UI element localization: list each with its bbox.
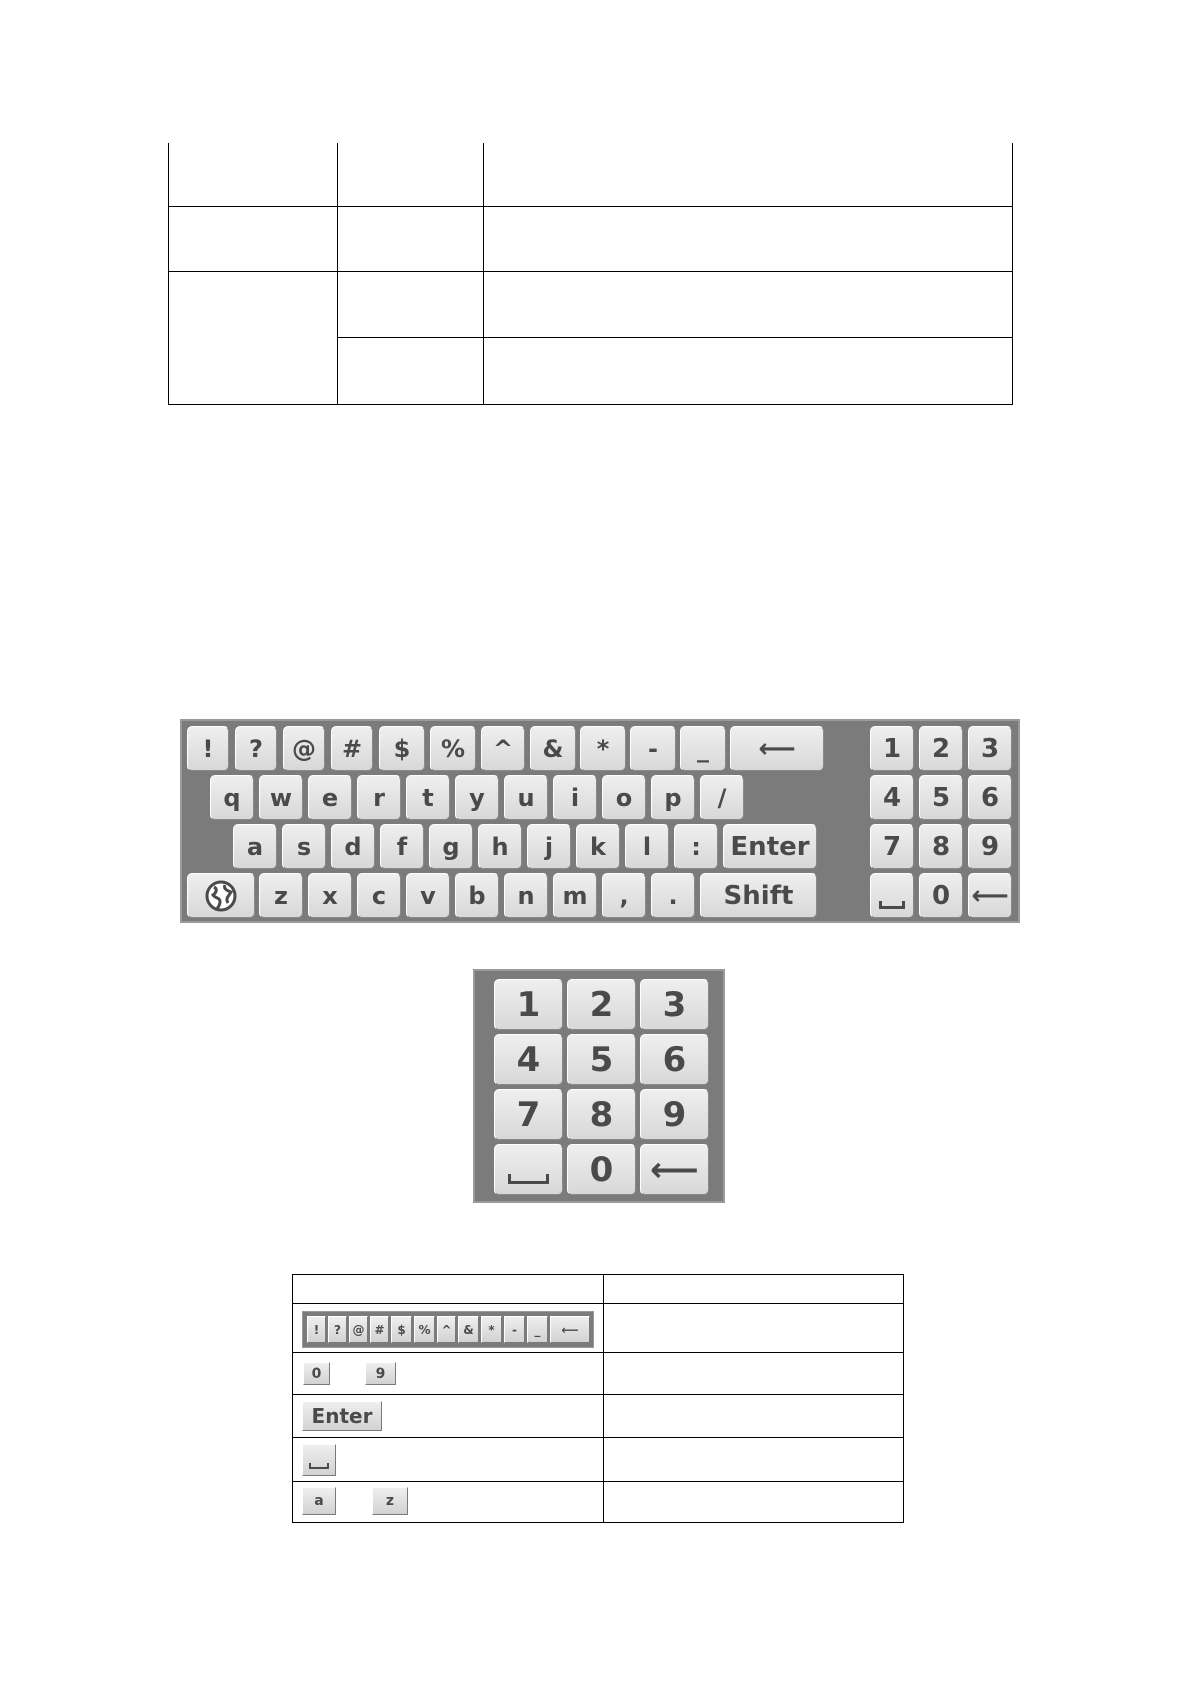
mini-key xyxy=(437,1316,456,1343)
key-r[interactable] xyxy=(357,775,401,820)
space-icon xyxy=(309,1463,328,1469)
table-border xyxy=(337,337,1013,338)
key-space[interactable] xyxy=(870,873,914,918)
table-border xyxy=(337,143,338,405)
key-shift[interactable] xyxy=(700,873,817,918)
key-label: d xyxy=(344,832,362,861)
key-num-6[interactable] xyxy=(968,775,1012,820)
mini-key xyxy=(328,1316,347,1343)
key-f[interactable] xyxy=(380,824,424,869)
key-label: 4 xyxy=(516,1039,541,1080)
key-label: 3 xyxy=(662,984,687,1025)
key-label: ^ xyxy=(441,1322,452,1337)
key-label: t xyxy=(422,783,434,812)
key-label: # xyxy=(341,734,363,763)
table-border xyxy=(292,1274,904,1275)
key-label: a xyxy=(246,832,264,861)
key-i[interactable] xyxy=(553,775,597,820)
key-exclamation[interactable] xyxy=(187,726,229,771)
key-label: k xyxy=(590,832,606,861)
table-border xyxy=(168,206,1013,207)
key-b[interactable] xyxy=(455,873,499,918)
numpad-key-2[interactable] xyxy=(567,979,636,1030)
mini-key xyxy=(307,1316,326,1343)
key-caret[interactable] xyxy=(481,726,525,771)
mini-key xyxy=(349,1316,368,1343)
key-label: 0 xyxy=(311,1365,322,1382)
key-label: n xyxy=(517,881,535,910)
symbol-keys-strip xyxy=(302,1311,594,1348)
space-icon xyxy=(879,901,904,909)
mini-key xyxy=(550,1316,590,1343)
key-label: j xyxy=(544,832,554,861)
key-label: / xyxy=(717,783,727,812)
key-label: 8 xyxy=(931,831,951,862)
table-border xyxy=(292,1352,904,1353)
letter-key-last xyxy=(372,1487,408,1515)
key-t[interactable] xyxy=(406,775,450,820)
key-label: g xyxy=(442,832,460,861)
key-label: x xyxy=(322,881,338,910)
key-legend-table xyxy=(292,1274,904,1523)
key-enter[interactable] xyxy=(723,824,817,869)
key-label: 6 xyxy=(662,1039,687,1080)
key-hash[interactable] xyxy=(331,726,373,771)
numpad-key-6[interactable] xyxy=(640,1034,709,1085)
key-w[interactable] xyxy=(259,775,303,820)
key-label: p xyxy=(664,783,682,812)
key-label: m xyxy=(562,881,588,910)
key-label: y xyxy=(469,783,485,812)
key-label: & xyxy=(542,734,564,763)
key-k[interactable] xyxy=(576,824,620,869)
backspace-arrow-icon: ⟵ xyxy=(758,733,796,764)
key-label: * xyxy=(596,734,610,763)
key-label: ! xyxy=(313,1322,320,1337)
key-label: . xyxy=(668,881,678,910)
key-label: % xyxy=(440,734,466,763)
key-num-7[interactable] xyxy=(870,824,914,869)
key-label: v xyxy=(420,881,436,910)
table-border xyxy=(292,1522,904,1523)
key-colon[interactable] xyxy=(674,824,718,869)
key-label: 1 xyxy=(516,984,541,1025)
key-label: @ xyxy=(352,1322,365,1337)
key-label: h xyxy=(491,832,509,861)
key-num-2[interactable] xyxy=(919,726,963,771)
numpad-key-5[interactable] xyxy=(567,1034,636,1085)
key-p[interactable] xyxy=(651,775,695,820)
key-label: 9 xyxy=(375,1365,386,1382)
table-border xyxy=(1012,143,1013,405)
key-label: $ xyxy=(393,734,411,763)
key-label: _ xyxy=(534,1322,541,1337)
key-label: f xyxy=(396,832,408,861)
key-label: w xyxy=(269,783,293,812)
key-language[interactable] xyxy=(187,873,255,918)
key-e[interactable] xyxy=(308,775,352,820)
key-label: 1 xyxy=(882,733,902,764)
key-label: # xyxy=(374,1322,385,1337)
key-label: 6 xyxy=(980,782,1000,813)
key-label: , xyxy=(619,881,629,910)
key-label: 4 xyxy=(882,782,902,813)
virtual-keyboard xyxy=(180,719,1020,923)
key-label: b xyxy=(468,881,486,910)
key-s[interactable] xyxy=(282,824,326,869)
key-z[interactable] xyxy=(259,873,303,918)
key-num-9[interactable] xyxy=(968,824,1012,869)
backspace-arrow-icon: ⟵ xyxy=(650,1149,699,1190)
table-border xyxy=(903,1274,904,1523)
key-label: 2 xyxy=(931,733,951,764)
key-label: _ xyxy=(697,734,709,763)
table-border xyxy=(603,1274,604,1523)
key-num-3[interactable] xyxy=(968,726,1012,771)
key-period[interactable] xyxy=(651,873,695,918)
space-key-sample xyxy=(302,1444,336,1476)
key-label: e xyxy=(321,783,339,812)
key-comma[interactable] xyxy=(602,873,646,918)
key-q[interactable] xyxy=(210,775,254,820)
key-c[interactable] xyxy=(357,873,401,918)
key-num-1[interactable] xyxy=(870,726,914,771)
numpad-key-space[interactable] xyxy=(494,1144,563,1195)
key-label: 5 xyxy=(931,782,951,813)
key-d[interactable] xyxy=(331,824,375,869)
key-g[interactable] xyxy=(429,824,473,869)
key-m[interactable] xyxy=(553,873,597,918)
key-label: s xyxy=(296,832,312,861)
key-percent[interactable] xyxy=(430,726,476,771)
table-border xyxy=(292,1394,904,1395)
key-v[interactable] xyxy=(406,873,450,918)
key-label: - xyxy=(648,734,658,763)
digit-key-last xyxy=(365,1362,396,1385)
key-label: Enter xyxy=(730,831,810,862)
mini-key xyxy=(481,1316,502,1343)
table-border xyxy=(168,143,169,405)
key-label: r xyxy=(373,783,385,812)
key-label: : xyxy=(691,832,701,861)
key-label: % xyxy=(418,1322,431,1337)
table-border xyxy=(292,1274,293,1523)
key-ampersand[interactable] xyxy=(530,726,576,771)
key-at[interactable] xyxy=(283,726,325,771)
key-label: 7 xyxy=(516,1094,541,1135)
key-label: ! xyxy=(202,734,214,763)
key-label: z xyxy=(385,1493,395,1509)
key-label: - xyxy=(512,1322,517,1337)
key-label: ? xyxy=(334,1322,341,1337)
key-j[interactable] xyxy=(527,824,571,869)
key-label: z xyxy=(274,881,288,910)
numpad-key-7[interactable] xyxy=(494,1089,563,1140)
mini-key xyxy=(527,1316,548,1343)
key-u[interactable] xyxy=(504,775,548,820)
mini-key xyxy=(370,1316,389,1343)
key-minus[interactable] xyxy=(630,726,676,771)
key-asterisk[interactable] xyxy=(580,726,626,771)
key-label: Enter xyxy=(311,1404,373,1428)
numpad-key-0[interactable] xyxy=(567,1144,636,1195)
mini-key xyxy=(391,1316,412,1343)
table-border xyxy=(168,404,1013,405)
key-l[interactable] xyxy=(625,824,669,869)
key-label: 7 xyxy=(882,831,902,862)
key-label: ? xyxy=(249,734,263,763)
numpad-key-9[interactable] xyxy=(640,1089,709,1140)
key-label: 0 xyxy=(931,880,951,911)
key-num-8[interactable] xyxy=(919,824,963,869)
key-label: q xyxy=(223,783,241,812)
key-question[interactable] xyxy=(235,726,277,771)
table-border xyxy=(483,143,484,405)
table-border xyxy=(292,1303,904,1304)
key-h[interactable] xyxy=(478,824,522,869)
numpad-key-8[interactable] xyxy=(567,1089,636,1140)
key-label: 0 xyxy=(589,1149,614,1190)
key-dollar[interactable] xyxy=(379,726,425,771)
key-label: 8 xyxy=(589,1094,614,1135)
mini-key xyxy=(414,1316,435,1343)
table-border xyxy=(168,271,1013,272)
key-num-backspace[interactable] xyxy=(968,873,1012,918)
key-backspace[interactable] xyxy=(730,726,824,771)
digit-key-first xyxy=(303,1362,330,1385)
key-a[interactable] xyxy=(233,824,277,869)
table-border xyxy=(292,1437,904,1438)
space-icon xyxy=(508,1174,548,1184)
key-label: @ xyxy=(292,734,316,763)
key-label: 3 xyxy=(980,733,1000,764)
key-label: $ xyxy=(397,1322,406,1337)
key-label: 2 xyxy=(589,984,614,1025)
numpad-key-4[interactable] xyxy=(494,1034,563,1085)
top-table xyxy=(168,143,1013,405)
key-label: & xyxy=(463,1322,474,1337)
key-label: 5 xyxy=(589,1039,614,1080)
numpad-key-1[interactable] xyxy=(494,979,563,1030)
mini-key xyxy=(504,1316,525,1343)
key-y[interactable] xyxy=(455,775,499,820)
key-n[interactable] xyxy=(504,873,548,918)
numeric-keypad xyxy=(473,969,725,1203)
key-label: Shift xyxy=(723,880,794,911)
key-label: a xyxy=(314,1493,324,1509)
key-x[interactable] xyxy=(308,873,352,918)
key-num-4[interactable] xyxy=(870,775,914,820)
numpad-key-3[interactable] xyxy=(640,979,709,1030)
key-label: o xyxy=(615,783,633,812)
globe-icon xyxy=(204,879,238,913)
numpad-key-backspace[interactable] xyxy=(640,1144,709,1195)
enter-key-sample xyxy=(302,1401,382,1431)
key-label: 9 xyxy=(980,831,1000,862)
key-label: * xyxy=(488,1322,495,1337)
key-label: u xyxy=(517,783,535,812)
letter-key-first xyxy=(302,1487,336,1515)
key-label: i xyxy=(570,783,580,812)
key-label: ⟵ xyxy=(561,1322,579,1337)
backspace-arrow-icon: ⟵ xyxy=(971,880,1009,911)
key-o[interactable] xyxy=(602,775,646,820)
key-label: l xyxy=(642,832,652,861)
key-label: 9 xyxy=(662,1094,687,1135)
key-label: c xyxy=(371,881,387,910)
key-num-0[interactable] xyxy=(919,873,963,918)
key-slash[interactable] xyxy=(700,775,744,820)
key-label: ^ xyxy=(492,734,514,763)
table-border xyxy=(292,1481,904,1482)
key-underscore[interactable] xyxy=(680,726,726,771)
mini-key xyxy=(458,1316,479,1343)
key-num-5[interactable] xyxy=(919,775,963,820)
